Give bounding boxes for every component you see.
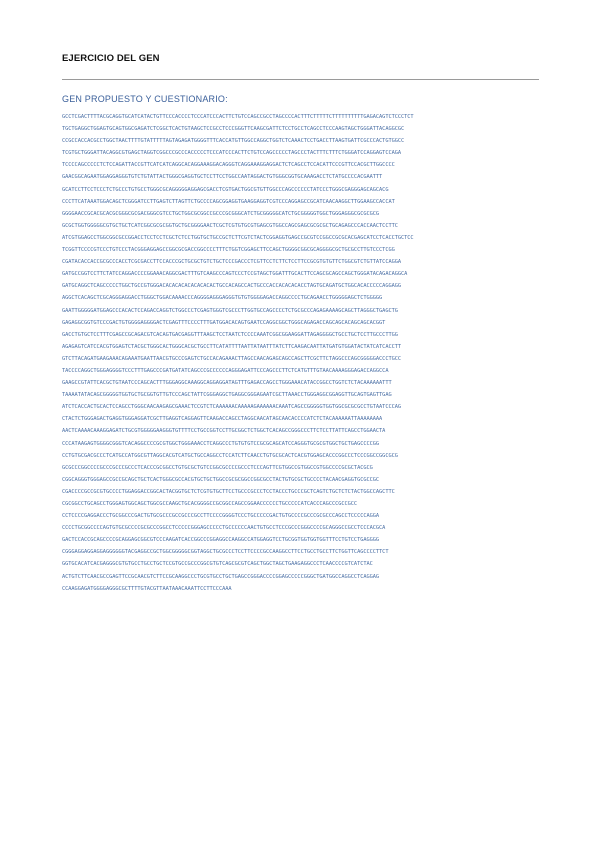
sequence-line: GATGCAGGCTCAGCCCCCTGGCTGCCGTGGGACACACACACACACACACTGCCACAGCCACTGCCCACCACACACACCTAGTGCAGATGCTGGCACACCCCCAGGAGG [62,283,402,290]
title-divider [62,79,539,80]
sequence-line: GACTCCACCGCAGCCCCGCAGGAGCGGCGTCCCAAGATCACCGGCCCGGAGGCCAAGGCCATGGAGGTCCTGCGGTGGTGGTGGTTTCCTGTCCTGAGGGG [62,537,380,544]
sequence-line: CTACTCTGGGAGACTGAGGTGGGAGGATCGCTTGAGGTCAGGAGTTCAAGACCAGCCTAGGCAACATAGCAACACCCCATCTCTACAAAAAATTAAAAAAAA [62,416,383,423]
sequence-line: CGACCCCGCCGCGTGCCCCTGGAGGACCGGCACTACGGTGCTCTCGTGTGCTTCCTGCCCGCCCTCCTACCCTGCCCGCTCAGTCTGCTCTCTACTGGCCAGCTTC [62,488,395,495]
sequence-line: GCCTCGACTTTTACGCAGGTGCATCATACTGTTCCCACCCCTCCCATCCCACTTCTGTCCAGCCGCCTAGCCCCACTTTCTTTTTCTTTTTTTTTTGAGACAGTCTCCCTCT [62,114,414,120]
sequence-line: CGGCAGGGTGGGAGCCGCCGCAGCTGCTCACTGGGCGCCACGTGCTGCTGGCCGCGCGGCCGGCGCCTACTGTGCGCTGCCCCTACAACGAGGTGCGCCGC [62,476,380,483]
sequence-line: CCCCTGCGGCCCCAGTGTGCGCCCCGCGCCCGGCCTCCCCCGGGAGCCCCCTGCCCCCCAACTGTGCCTCCCGCCCGGGCCCCGCAGGGCCGCCTCCCACGCA [62,525,386,532]
sequence-line: GGGGAACCGCACGCACGCGGGCGCGACGGGCGTCCTGCTGGCGCGGCCGCCCGCGGGCATCTGCGGGGGCATCTGCGGGGGTGGCTGGGAGGGCGCGCGCG [62,210,380,217]
sequence-line: ATCGTGGAGCCTGGCGGCGCCGGACCTCCTCCTCGCTCTCCTGGTGCTGCCGCTCTTCGTCTACTCGGAGGTGAGCCGCGTCCGGCCGCGCACGAGCATCCTCACCTGCTCC [62,234,414,241]
sequence-line: GGTGCACATCACGAGGGCGTGTGCCTGCCTGCTCCGTGCCGCCCGGCGTGTCAGCGCGTCAGCTGGCTAGCTGAAGAGGCCCTCAACCCCGTCATCTAC [62,561,373,568]
sequence-line: ATCTCACCACTGCACTCCAGCCTGGGCAACAAGAGCGAAACTCCGTCTCAAAAAACAAAAAGAAAAAACAAATCAGCCGGGGGTGGTGGCGCGCGCCTGTAATCCCAG [62,404,402,411]
sequence-line: GAATTGGGGGATGGAGCCCACACTCCAGACCAGGTCTGGCCCTCGAGTGGGTCGCCCTTGGTGCCAGCCCCTCTGCGCCCAGAGAAAAGCAGCTTAGGGCTGAGCTG [62,307,398,314]
section-title: GEN PROPUESTO Y CUESTIONARIO: [62,94,228,104]
sequence-line: GATGCCGGTCCTTCTATCCAGGACCCCGGAAACAGGCGACTTTGTCAAGCCCAGTCCCTCCGTAGCTGGATTTGCACTTCCAGCGCAGCCAGCTGGGATACAGACAGGCA [62,271,408,278]
sequence-line: GCGCTGGTGGGGGCGTGCTGCTCATCGGCGCGCGGTGCTGCGGGGAACTCGCTCGTGTGCGTGAGCGTGGCCAGCGAGCGCGCGCTGCAGAGCCCACCAACTCCTTC [62,222,398,229]
sequence-line: CCGCCACCACGCCTGGCTAACTTTTGTATTTTTAGTAGAGATGGGGTTTCACCATGTTGGCCAGGCTGGTCTCAAACTCCTGACCTTAAGTGATTCGCCCACTGTGGCC [62,138,405,145]
sequence-line: CCAAGGAGATGGGGAGGGCGCTTTTGTACGTTAATAAACAAATTCCTTCCCAAA [62,585,232,592]
sequence-line: GCGCCCGGCCCCGCCCGCCCGCCCTCACCCGCGGCCTGTGCGCTGTCCGGCGCCCCGCCCTCCCAGTTCGTGGCCGTGGCCGTGGCCCCGCGCTACGCG [62,464,373,471]
gene-sequence-block [62,111,540,811]
sequence-line: CCCATAAGAGTGGGGCGGGTCACAGGCCCCGCGTGGCTGGGAAACCTCAGGCCCTGTGTGTCCGCGCAGCATCCAGGGTGCGCGTGGCTGCTGAGCCCCGG [62,440,380,447]
sequence-line: CCCTTCATAAATGGACAGCTCGGGATCCTTGAGTCTTAGTTCTGCCCCAGCGGAGGTGAAGGAGGTCGTCCCAGGAGCCGCATCAACAAGGCTTGGAAGCCACCAT [62,198,395,205]
sequence-line: AACTCAAAACAAAGGAGATCTGCGTGGGGGAAGGGTGTTTTCCTGCCGGTCCTTGCGGCTCTGGCTCACAGCCGGGCCCTTCTCCTTATTCAGCCTGGAACTA [62,428,386,435]
sequence-line: AGAGAGTCATCCACGTGGAGTCTACGCTGGGCACTGGGCACGCTGCCTTCATATTTTAATTATAATTTATCTTCAAGACAATTATGATGTGGATACTATCATCACCTT [62,343,402,350]
sequence-line: TCGGTTCCCCGTCCCTGTCCCTACGGGAGGAGCCGGCGCGACCGGCCCCTTTCTGGTCGGAGCTTCCAGCTGGGGCGGCGCAGGGGCGCTGCGCCTTGTCCCTCGG [62,247,395,254]
sequence-line: GAACGGCAGAATGGAGGAGGGTGTCTGTATTACTGGGCGAGGTGCTCCTTCCTGGCCAATAGGACTGTGGGCGGTGCAAAGACCTCTATGCCCCACGAATTT [62,174,383,181]
sequence-line: GAAGCCGTATTCACGCTGTAATCCCAGCACTTTGGGAGGCAAAGGCAGGAGGATAGTTTGAGACCAGCCTGGGAAACATACCGGCCTGGTCTCTACAAAAAATTT [62,380,392,387]
sequence-line: TAAAATATACAGCGGGGGTGGTGCTGCGGTGTTGTCCCAGCTATTCGGGAGGCTGAGGCGGGAGAATCGCTTAAACCTGGGAGGCGGAGGTTGCAGTGAGTTGAG [62,392,392,399]
sequence-line: TGCTGAGGCTGGAGTGCAGTGGCGAGATCTCGGCTCACTGTAAGCTCCGCCTCCCGGGTTCAAGCGATTCTCCTGCCTCAGCCTCCCAAGTAGCTGGGATTACAGGCGC [62,126,405,133]
sequence-line: CGCGGCCTGCAGCCTGGGAGTGGCAGCTGGCGCCAAGCTGCACGGGGCCGCGGCCAGCCGGAACCCCCCTGCCCCCATCACCCAGCCCGCCGCC [62,501,358,507]
sequence-line: CGGGAGGAGGAGGAGGGGGGTACGAGGCCGCTGGCGGGGGCGGTAGGCTGCGCCCTCCTTCCCCGCCAAGGCCTTCCTGCCTGCCTTCTGGTTCAGCCCCTTCT [62,549,389,556]
sequence-line: TCGTGCTGGGATTACAGGCGTGAGCTAGGTCGGCCCGCCCACCCCCTCCCATCCCACTTCTGTCCAGCCCCCTAGCCCTACTTTCTTTCTGGGATCCAGGAGTCCAGA [62,150,402,157]
sequence-line: GACCTGTGCTCCTTTCGAGCCGCAGACGTCACAGTGACGAGGTTTAAGCTCCTAATCTCCCCAAATCGGCGGAAGGATTAGAGGGGCTGCCTGCTCCTTGCCCTTGG [62,331,398,338]
sequence-line: AGGCTCACAGCTCGCAGGGAGGACCTGGGCTGGACAAAACCCAGGGGAGGGAGGGTGTGTGGGGAGACCAGGCCCCTGCAGAACCTGGGGGAGCTCTGGGGG [62,295,383,302]
sequence-line: ACTGTCTTCAACGCCGAGTTCCGCAACGTCTTCCGCAAGGCCCTGCGTGCCTGCTGAGCCGGGACCCCGGAGCCCCCGGGCTGATGGCCAGGCCTCAGGAG [62,573,380,580]
sequence-line: GCATCCTTCCTCCCTCTGCCCTGTGCCTGGGCGCAGGGGGAGGAGCGACCTCGTGACTGGCGTGTTGGCCCAGCCCCCCTATCCCTGGGCGAGGGAGCAGCACG [62,186,389,193]
sequence-line: GAGAGGCGGTGTCCCGACTGTGGGGAGGGGACTCGAGTTTCCCCTTTGATGGACACAGTGAATCCAGGCGGCTGGGCAGAGACCAGCAGCACAGCAGCACGGT [62,319,386,326]
sequence-line: CGATACACCACCGCGCCCACCTCGCGACCTTCCACCCGCTGCGCTGTCTGCTCCCGACCCTCGTTCCTCTTCTCCTTCCGCGTGTGTTCTGGCGTCTGTTATCCAGGA [62,259,402,266]
sequence-line: TCCCCAGCCCCCTCTCCAGATTACCGTTCATCATCAGGCACAGGAAAGGACAGGGTCAGGAAAGGAGGACTCTCAGCCTCCACATTCCCGTTCCACGCTTGGCCCC [62,162,395,169]
sequence-line: CCTCCCCGAGGACCCTGCGGCCCGACTGTGCGCCCGCCGCCCGCCTTCCCCGGGGTCCCTGCCCCCGACTGTGCCCCGCCCGCGCCCAGCCTCCCCCAGGA [62,513,380,520]
document-title: EJERCICIO DEL GEN [62,53,160,64]
sequence-line: CCTGTGCGACGCCCTCATGCCATGGCGTTAGGCACGTCATGCTGCCAGGCCTCCATCTTCAACCTGTGCGCACTCACGTGGAGCACCCGGCCCTCCCGGCCGGCGCG [62,452,398,459]
sequence-line: GTCTTACAGATGAAGAAACAGAAATGAATTAACGTGCCCGAGTCTGCCACAGAAACTTAGCCAACAGAGCAGCCAGCTTCGCTTCTAGGCCCAGCGGGGGACCCTGCC [62,355,402,362]
sequence-line: TACCCCAGGCTGGGAGGGGTCCCTTTGAGCCCGATGATATCAGCCCGCCCCCCAGGGAGATTCCCAGCCCTTCTCATGTTTGTAACAAAAGGGAGACCAGGCCA [62,367,389,374]
